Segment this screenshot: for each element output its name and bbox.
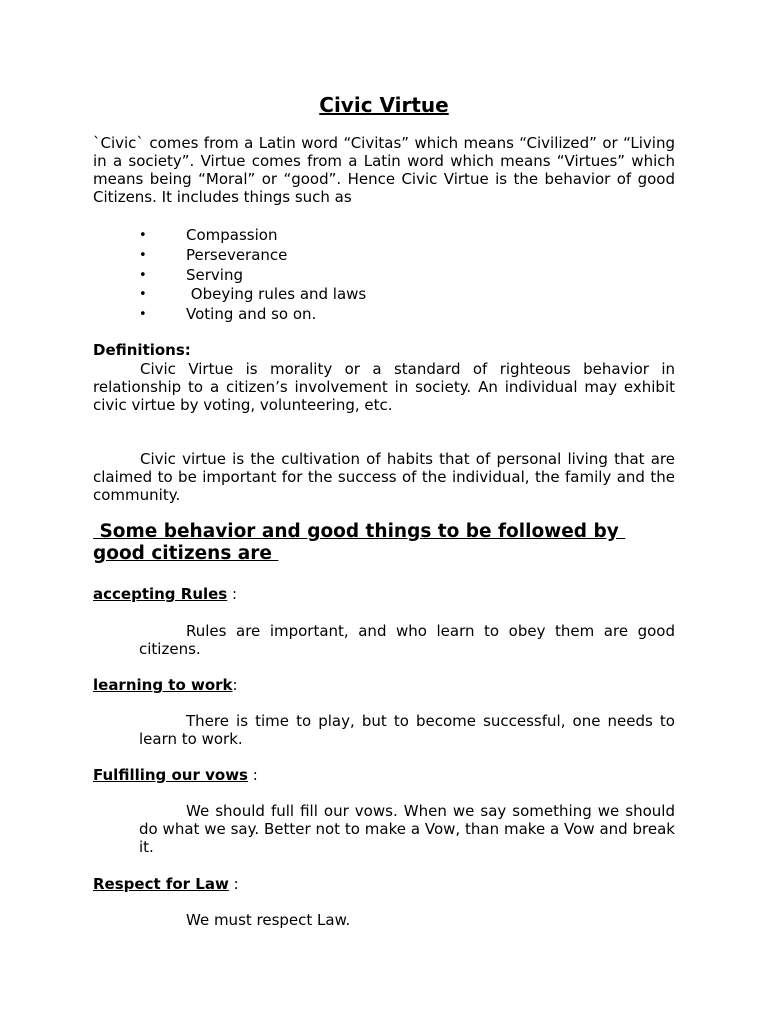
bullet-icon: • — [139, 307, 147, 322]
definition-paragraph-2: Civic virtue is the cultivation of habits that of personal living that are claimed to be important for the success of the individual, the family and the community. — [93, 450, 675, 504]
list-item — [93, 285, 593, 305]
list-item-text: Serving — [186, 265, 243, 284]
bullet-icon: • — [139, 247, 147, 263]
list-item-text: Voting and so on. — [186, 305, 317, 323]
list-item — [93, 246, 593, 266]
item-text-respect-for-law: We must respect Law. — [186, 911, 351, 929]
item-text-learning-to-work: There is time to play, but to become successful, one needs to learn to work. — [139, 712, 675, 748]
item-label-respect-for-law: Respect for Law : — [93, 875, 239, 893]
bullet-icon: • — [139, 287, 147, 303]
item-label-fulfilling-vows: Fulfilling our vows : — [93, 766, 258, 784]
list-item — [93, 305, 593, 325]
definition-paragraph-1: Civic Virtue is morality or a standard of righteous behavior in relationship to a citizen’s involvement in society. An individual may exhibit civic virtue by voting, volunteering, etc. — [93, 360, 675, 414]
list-item — [93, 226, 593, 246]
item-label-accepting-rules: accepting Rules : — [93, 585, 238, 603]
list-item-text: Obeying rules and laws — [186, 285, 367, 304]
bullet-icon: • — [139, 228, 147, 243]
virtue-bullet-list — [93, 226, 593, 325]
item-text-accepting-rules: Rules are important, and who learn to obey them are good citizens. — [139, 622, 675, 658]
section-heading: Some behavior and good things to be followed by good citizens are — [93, 521, 626, 564]
definitions-heading: Definitions: — [93, 341, 191, 359]
item-text-fulfilling-vows: We should full fill our vows. When we say something we should do what we say. Better not to make a Vow, than make a Vow and break it. — [139, 802, 675, 856]
item-label-learning-to-work: learning to work: — [93, 676, 238, 694]
list-item — [93, 266, 593, 286]
list-item-text: Compassion — [186, 226, 278, 244]
page-title: Civic Virtue — [319, 93, 449, 117]
bullet-icon: • — [139, 267, 147, 283]
list-item-text: Perseverance — [186, 245, 288, 264]
intro-paragraph: `Civic` comes from a Latin word “Civitas” which means “Civilized” or “Living in a society”. Virtue comes from a Latin word which means “Virtues” which means being “Moral” or “good”. Hence Civic Virtue is the behavior of good Citizens. It includes things such as — [93, 134, 675, 206]
